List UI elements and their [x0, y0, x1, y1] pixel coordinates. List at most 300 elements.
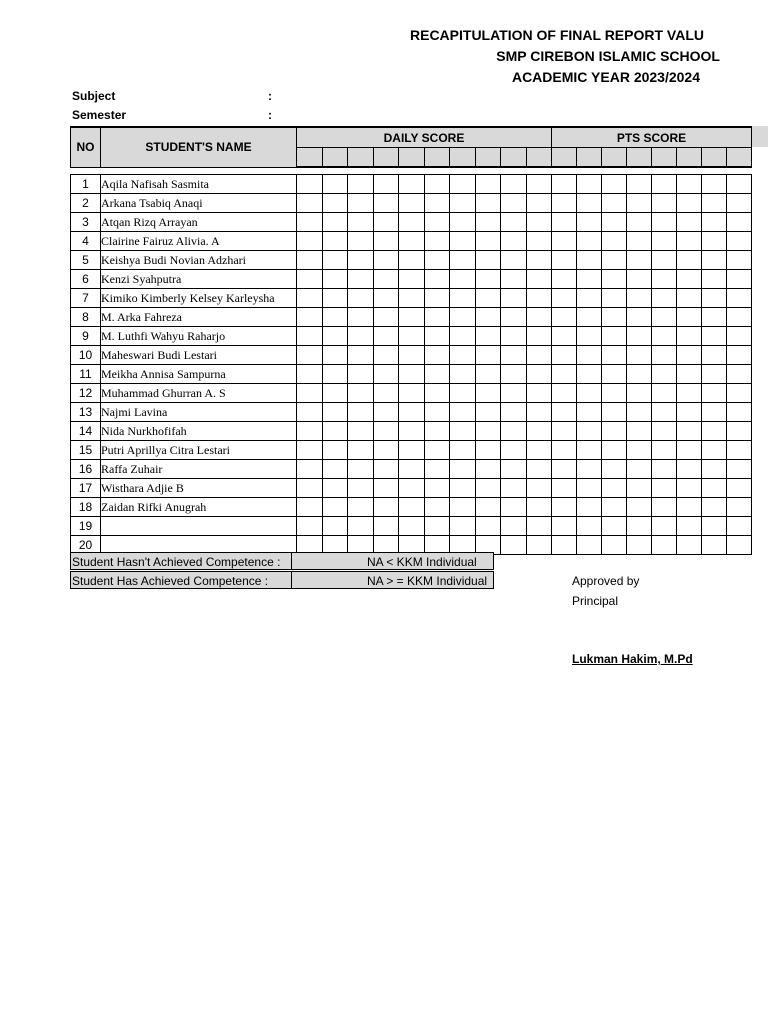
daily-score-cell[interactable]: [373, 441, 399, 460]
pts-score-cell[interactable]: [627, 232, 652, 251]
pts-score-cell[interactable]: [652, 536, 677, 555]
pts-score-cell[interactable]: [702, 365, 727, 384]
daily-score-cell[interactable]: [399, 384, 425, 403]
pts-score-cell[interactable]: [702, 441, 727, 460]
daily-score-cell[interactable]: [373, 308, 399, 327]
daily-score-cell[interactable]: [424, 308, 450, 327]
pts-score-cell[interactable]: [727, 327, 752, 346]
pts-score-cell[interactable]: [677, 403, 702, 422]
pts-score-cell[interactable]: [602, 175, 627, 194]
daily-score-cell[interactable]: [348, 479, 374, 498]
daily-score-cell[interactable]: [526, 346, 552, 365]
daily-score-cell[interactable]: [424, 213, 450, 232]
daily-score-cell[interactable]: [424, 441, 450, 460]
pts-score-cell[interactable]: [652, 422, 677, 441]
daily-score-cell[interactable]: [348, 460, 374, 479]
pts-score-cell[interactable]: [552, 479, 577, 498]
daily-score-cell[interactable]: [450, 270, 476, 289]
daily-score-cell[interactable]: [373, 327, 399, 346]
daily-score-cell[interactable]: [450, 384, 476, 403]
pts-score-cell[interactable]: [702, 175, 727, 194]
daily-score-cell[interactable]: [399, 327, 425, 346]
daily-score-cell[interactable]: [501, 327, 527, 346]
pts-score-cell[interactable]: [727, 308, 752, 327]
daily-score-cell[interactable]: [399, 346, 425, 365]
pts-score-cell[interactable]: [602, 213, 627, 232]
daily-score-cell[interactable]: [450, 289, 476, 308]
pts-score-cell[interactable]: [602, 517, 627, 536]
pts-score-cell[interactable]: [552, 175, 577, 194]
pts-score-cell[interactable]: [552, 403, 577, 422]
pts-score-cell[interactable]: [702, 460, 727, 479]
pts-score-cell[interactable]: [702, 327, 727, 346]
daily-score-cell[interactable]: [424, 270, 450, 289]
pts-score-cell[interactable]: [627, 213, 652, 232]
daily-score-cell[interactable]: [424, 460, 450, 479]
pts-score-cell[interactable]: [677, 194, 702, 213]
daily-score-cell[interactable]: [297, 517, 323, 536]
daily-score-cell[interactable]: [450, 175, 476, 194]
pts-score-cell[interactable]: [677, 327, 702, 346]
daily-score-cell[interactable]: [450, 498, 476, 517]
pts-score-cell[interactable]: [677, 251, 702, 270]
daily-score-cell[interactable]: [424, 365, 450, 384]
daily-score-cell[interactable]: [322, 251, 348, 270]
daily-score-cell[interactable]: [373, 517, 399, 536]
pts-score-cell[interactable]: [627, 460, 652, 479]
daily-score-cell[interactable]: [526, 536, 552, 555]
pts-score-cell[interactable]: [702, 289, 727, 308]
pts-score-cell[interactable]: [652, 270, 677, 289]
pts-score-cell[interactable]: [577, 384, 602, 403]
pts-score-cell[interactable]: [727, 498, 752, 517]
pts-score-cell[interactable]: [552, 327, 577, 346]
pts-score-cell[interactable]: [577, 289, 602, 308]
daily-score-cell[interactable]: [424, 251, 450, 270]
pts-score-cell[interactable]: [627, 365, 652, 384]
daily-score-cell[interactable]: [322, 270, 348, 289]
daily-score-cell[interactable]: [526, 232, 552, 251]
pts-score-cell[interactable]: [652, 327, 677, 346]
daily-score-cell[interactable]: [450, 365, 476, 384]
daily-score-cell[interactable]: [322, 327, 348, 346]
pts-score-cell[interactable]: [577, 327, 602, 346]
daily-score-cell[interactable]: [501, 384, 527, 403]
daily-score-cell[interactable]: [450, 403, 476, 422]
daily-score-cell[interactable]: [501, 194, 527, 213]
daily-score-cell[interactable]: [348, 441, 374, 460]
daily-score-cell[interactable]: [450, 479, 476, 498]
pts-score-cell[interactable]: [602, 498, 627, 517]
pts-score-cell[interactable]: [677, 536, 702, 555]
pts-score-cell[interactable]: [602, 289, 627, 308]
daily-score-cell[interactable]: [399, 213, 425, 232]
pts-score-cell[interactable]: [727, 213, 752, 232]
daily-score-cell[interactable]: [501, 308, 527, 327]
daily-score-cell[interactable]: [348, 232, 374, 251]
daily-score-cell[interactable]: [373, 270, 399, 289]
daily-score-cell[interactable]: [322, 441, 348, 460]
daily-score-cell[interactable]: [501, 422, 527, 441]
pts-score-cell[interactable]: [652, 289, 677, 308]
daily-score-cell[interactable]: [348, 384, 374, 403]
daily-score-cell[interactable]: [450, 308, 476, 327]
daily-score-cell[interactable]: [501, 498, 527, 517]
pts-score-cell[interactable]: [627, 403, 652, 422]
pts-score-cell[interactable]: [702, 403, 727, 422]
daily-score-cell[interactable]: [322, 232, 348, 251]
pts-score-cell[interactable]: [552, 441, 577, 460]
daily-score-cell[interactable]: [322, 289, 348, 308]
pts-score-cell[interactable]: [652, 194, 677, 213]
pts-score-cell[interactable]: [552, 213, 577, 232]
pts-score-cell[interactable]: [727, 536, 752, 555]
daily-score-cell[interactable]: [297, 384, 323, 403]
daily-score-cell[interactable]: [526, 289, 552, 308]
pts-score-cell[interactable]: [577, 403, 602, 422]
daily-score-cell[interactable]: [399, 251, 425, 270]
daily-score-cell[interactable]: [373, 498, 399, 517]
pts-score-cell[interactable]: [627, 517, 652, 536]
daily-score-cell[interactable]: [424, 498, 450, 517]
daily-score-cell[interactable]: [526, 460, 552, 479]
pts-score-cell[interactable]: [602, 232, 627, 251]
daily-score-cell[interactable]: [399, 289, 425, 308]
daily-score-cell[interactable]: [450, 422, 476, 441]
daily-score-cell[interactable]: [297, 194, 323, 213]
daily-score-cell[interactable]: [475, 441, 501, 460]
pts-score-cell[interactable]: [652, 384, 677, 403]
daily-score-cell[interactable]: [322, 460, 348, 479]
daily-score-cell[interactable]: [501, 536, 527, 555]
daily-score-cell[interactable]: [348, 403, 374, 422]
daily-score-cell[interactable]: [373, 422, 399, 441]
daily-score-cell[interactable]: [297, 422, 323, 441]
daily-score-cell[interactable]: [297, 327, 323, 346]
daily-score-cell[interactable]: [399, 175, 425, 194]
daily-score-cell[interactable]: [399, 194, 425, 213]
daily-score-cell[interactable]: [373, 232, 399, 251]
daily-score-cell[interactable]: [373, 460, 399, 479]
daily-score-cell[interactable]: [526, 327, 552, 346]
daily-score-cell[interactable]: [399, 422, 425, 441]
pts-score-cell[interactable]: [552, 384, 577, 403]
daily-score-cell[interactable]: [501, 270, 527, 289]
daily-score-cell[interactable]: [399, 441, 425, 460]
pts-score-cell[interactable]: [677, 517, 702, 536]
pts-score-cell[interactable]: [552, 232, 577, 251]
daily-score-cell[interactable]: [475, 403, 501, 422]
pts-score-cell[interactable]: [702, 498, 727, 517]
daily-score-cell[interactable]: [373, 194, 399, 213]
daily-score-cell[interactable]: [526, 441, 552, 460]
daily-score-cell[interactable]: [297, 460, 323, 479]
daily-score-cell[interactable]: [501, 365, 527, 384]
daily-score-cell[interactable]: [475, 289, 501, 308]
pts-score-cell[interactable]: [552, 365, 577, 384]
daily-score-cell[interactable]: [297, 232, 323, 251]
pts-score-cell[interactable]: [727, 232, 752, 251]
daily-score-cell[interactable]: [297, 270, 323, 289]
pts-score-cell[interactable]: [602, 365, 627, 384]
daily-score-cell[interactable]: [348, 365, 374, 384]
pts-score-cell[interactable]: [702, 346, 727, 365]
pts-score-cell[interactable]: [602, 479, 627, 498]
pts-score-cell[interactable]: [677, 270, 702, 289]
daily-score-cell[interactable]: [348, 498, 374, 517]
daily-score-cell[interactable]: [475, 422, 501, 441]
pts-score-cell[interactable]: [627, 479, 652, 498]
pts-score-cell[interactable]: [702, 479, 727, 498]
daily-score-cell[interactable]: [424, 175, 450, 194]
daily-score-cell[interactable]: [348, 422, 374, 441]
pts-score-cell[interactable]: [552, 460, 577, 479]
daily-score-cell[interactable]: [475, 479, 501, 498]
daily-score-cell[interactable]: [348, 251, 374, 270]
pts-score-cell[interactable]: [677, 365, 702, 384]
daily-score-cell[interactable]: [526, 175, 552, 194]
pts-score-cell[interactable]: [702, 251, 727, 270]
daily-score-cell[interactable]: [322, 384, 348, 403]
pts-score-cell[interactable]: [702, 384, 727, 403]
pts-score-cell[interactable]: [577, 213, 602, 232]
pts-score-cell[interactable]: [727, 479, 752, 498]
pts-score-cell[interactable]: [702, 213, 727, 232]
pts-score-cell[interactable]: [727, 194, 752, 213]
pts-score-cell[interactable]: [552, 346, 577, 365]
daily-score-cell[interactable]: [399, 460, 425, 479]
pts-score-cell[interactable]: [577, 460, 602, 479]
pts-score-cell[interactable]: [727, 270, 752, 289]
daily-score-cell[interactable]: [348, 270, 374, 289]
pts-score-cell[interactable]: [552, 498, 577, 517]
daily-score-cell[interactable]: [450, 213, 476, 232]
pts-score-cell[interactable]: [627, 175, 652, 194]
pts-score-cell[interactable]: [552, 270, 577, 289]
daily-score-cell[interactable]: [526, 479, 552, 498]
pts-score-cell[interactable]: [602, 327, 627, 346]
pts-score-cell[interactable]: [602, 460, 627, 479]
pts-score-cell[interactable]: [652, 251, 677, 270]
pts-score-cell[interactable]: [677, 232, 702, 251]
daily-score-cell[interactable]: [399, 365, 425, 384]
daily-score-cell[interactable]: [501, 232, 527, 251]
pts-score-cell[interactable]: [552, 517, 577, 536]
daily-score-cell[interactable]: [373, 346, 399, 365]
daily-score-cell[interactable]: [526, 517, 552, 536]
pts-score-cell[interactable]: [702, 270, 727, 289]
pts-score-cell[interactable]: [652, 479, 677, 498]
daily-score-cell[interactable]: [450, 327, 476, 346]
daily-score-cell[interactable]: [297, 213, 323, 232]
pts-score-cell[interactable]: [627, 308, 652, 327]
daily-score-cell[interactable]: [348, 213, 374, 232]
daily-score-cell[interactable]: [322, 346, 348, 365]
pts-score-cell[interactable]: [727, 403, 752, 422]
daily-score-cell[interactable]: [424, 517, 450, 536]
pts-score-cell[interactable]: [702, 517, 727, 536]
pts-score-cell[interactable]: [627, 498, 652, 517]
daily-score-cell[interactable]: [501, 289, 527, 308]
daily-score-cell[interactable]: [348, 308, 374, 327]
daily-score-cell[interactable]: [399, 270, 425, 289]
daily-score-cell[interactable]: [348, 175, 374, 194]
pts-score-cell[interactable]: [627, 289, 652, 308]
pts-score-cell[interactable]: [602, 384, 627, 403]
daily-score-cell[interactable]: [501, 479, 527, 498]
daily-score-cell[interactable]: [322, 422, 348, 441]
pts-score-cell[interactable]: [602, 251, 627, 270]
daily-score-cell[interactable]: [399, 308, 425, 327]
daily-score-cell[interactable]: [322, 365, 348, 384]
pts-score-cell[interactable]: [577, 251, 602, 270]
daily-score-cell[interactable]: [475, 327, 501, 346]
daily-score-cell[interactable]: [450, 232, 476, 251]
pts-score-cell[interactable]: [627, 251, 652, 270]
daily-score-cell[interactable]: [399, 498, 425, 517]
pts-score-cell[interactable]: [577, 498, 602, 517]
daily-score-cell[interactable]: [322, 308, 348, 327]
daily-score-cell[interactable]: [475, 270, 501, 289]
daily-score-cell[interactable]: [297, 479, 323, 498]
pts-score-cell[interactable]: [627, 441, 652, 460]
daily-score-cell[interactable]: [501, 346, 527, 365]
daily-score-cell[interactable]: [475, 498, 501, 517]
pts-score-cell[interactable]: [652, 175, 677, 194]
daily-score-cell[interactable]: [348, 194, 374, 213]
pts-score-cell[interactable]: [627, 536, 652, 555]
daily-score-cell[interactable]: [322, 517, 348, 536]
pts-score-cell[interactable]: [552, 194, 577, 213]
daily-score-cell[interactable]: [399, 403, 425, 422]
pts-score-cell[interactable]: [577, 536, 602, 555]
daily-score-cell[interactable]: [450, 441, 476, 460]
daily-score-cell[interactable]: [424, 422, 450, 441]
daily-score-cell[interactable]: [526, 251, 552, 270]
pts-score-cell[interactable]: [577, 232, 602, 251]
daily-score-cell[interactable]: [424, 327, 450, 346]
daily-score-cell[interactable]: [373, 251, 399, 270]
pts-score-cell[interactable]: [602, 441, 627, 460]
daily-score-cell[interactable]: [424, 479, 450, 498]
daily-score-cell[interactable]: [526, 194, 552, 213]
pts-score-cell[interactable]: [577, 441, 602, 460]
daily-score-cell[interactable]: [399, 479, 425, 498]
pts-score-cell[interactable]: [602, 346, 627, 365]
daily-score-cell[interactable]: [450, 346, 476, 365]
daily-score-cell[interactable]: [450, 460, 476, 479]
pts-score-cell[interactable]: [602, 403, 627, 422]
pts-score-cell[interactable]: [652, 441, 677, 460]
pts-score-cell[interactable]: [577, 479, 602, 498]
daily-score-cell[interactable]: [501, 460, 527, 479]
pts-score-cell[interactable]: [702, 194, 727, 213]
pts-score-cell[interactable]: [627, 384, 652, 403]
daily-score-cell[interactable]: [297, 498, 323, 517]
daily-score-cell[interactable]: [526, 308, 552, 327]
pts-score-cell[interactable]: [652, 460, 677, 479]
pts-score-cell[interactable]: [577, 270, 602, 289]
pts-score-cell[interactable]: [677, 289, 702, 308]
daily-score-cell[interactable]: [348, 346, 374, 365]
pts-score-cell[interactable]: [652, 517, 677, 536]
daily-score-cell[interactable]: [501, 175, 527, 194]
pts-score-cell[interactable]: [627, 346, 652, 365]
daily-score-cell[interactable]: [526, 365, 552, 384]
daily-score-cell[interactable]: [424, 194, 450, 213]
daily-score-cell[interactable]: [501, 403, 527, 422]
pts-score-cell[interactable]: [577, 175, 602, 194]
daily-score-cell[interactable]: [373, 479, 399, 498]
daily-score-cell[interactable]: [475, 308, 501, 327]
pts-score-cell[interactable]: [727, 346, 752, 365]
pts-score-cell[interactable]: [727, 289, 752, 308]
daily-score-cell[interactable]: [501, 517, 527, 536]
pts-score-cell[interactable]: [602, 194, 627, 213]
daily-score-cell[interactable]: [297, 251, 323, 270]
pts-score-cell[interactable]: [677, 479, 702, 498]
daily-score-cell[interactable]: [424, 232, 450, 251]
pts-score-cell[interactable]: [677, 460, 702, 479]
daily-score-cell[interactable]: [450, 517, 476, 536]
daily-score-cell[interactable]: [297, 175, 323, 194]
pts-score-cell[interactable]: [602, 270, 627, 289]
daily-score-cell[interactable]: [373, 213, 399, 232]
pts-score-cell[interactable]: [602, 422, 627, 441]
daily-score-cell[interactable]: [424, 403, 450, 422]
pts-score-cell[interactable]: [627, 270, 652, 289]
daily-score-cell[interactable]: [475, 175, 501, 194]
daily-score-cell[interactable]: [526, 384, 552, 403]
daily-score-cell[interactable]: [475, 384, 501, 403]
daily-score-cell[interactable]: [399, 517, 425, 536]
pts-score-cell[interactable]: [552, 289, 577, 308]
daily-score-cell[interactable]: [297, 289, 323, 308]
daily-score-cell[interactable]: [373, 175, 399, 194]
daily-score-cell[interactable]: [373, 384, 399, 403]
pts-score-cell[interactable]: [677, 422, 702, 441]
pts-score-cell[interactable]: [702, 536, 727, 555]
daily-score-cell[interactable]: [526, 422, 552, 441]
pts-score-cell[interactable]: [652, 213, 677, 232]
daily-score-cell[interactable]: [297, 308, 323, 327]
daily-score-cell[interactable]: [399, 232, 425, 251]
daily-score-cell[interactable]: [526, 270, 552, 289]
pts-score-cell[interactable]: [627, 327, 652, 346]
daily-score-cell[interactable]: [450, 194, 476, 213]
pts-score-cell[interactable]: [727, 251, 752, 270]
daily-score-cell[interactable]: [475, 346, 501, 365]
daily-score-cell[interactable]: [348, 289, 374, 308]
pts-score-cell[interactable]: [652, 403, 677, 422]
pts-score-cell[interactable]: [677, 441, 702, 460]
pts-score-cell[interactable]: [727, 460, 752, 479]
pts-score-cell[interactable]: [702, 422, 727, 441]
pts-score-cell[interactable]: [727, 517, 752, 536]
pts-score-cell[interactable]: [652, 346, 677, 365]
daily-score-cell[interactable]: [322, 213, 348, 232]
daily-score-cell[interactable]: [297, 346, 323, 365]
daily-score-cell[interactable]: [450, 251, 476, 270]
pts-score-cell[interactable]: [652, 498, 677, 517]
daily-score-cell[interactable]: [322, 479, 348, 498]
daily-score-cell[interactable]: [348, 517, 374, 536]
daily-score-cell[interactable]: [475, 517, 501, 536]
daily-score-cell[interactable]: [475, 213, 501, 232]
pts-score-cell[interactable]: [677, 346, 702, 365]
pts-score-cell[interactable]: [677, 384, 702, 403]
pts-score-cell[interactable]: [727, 365, 752, 384]
